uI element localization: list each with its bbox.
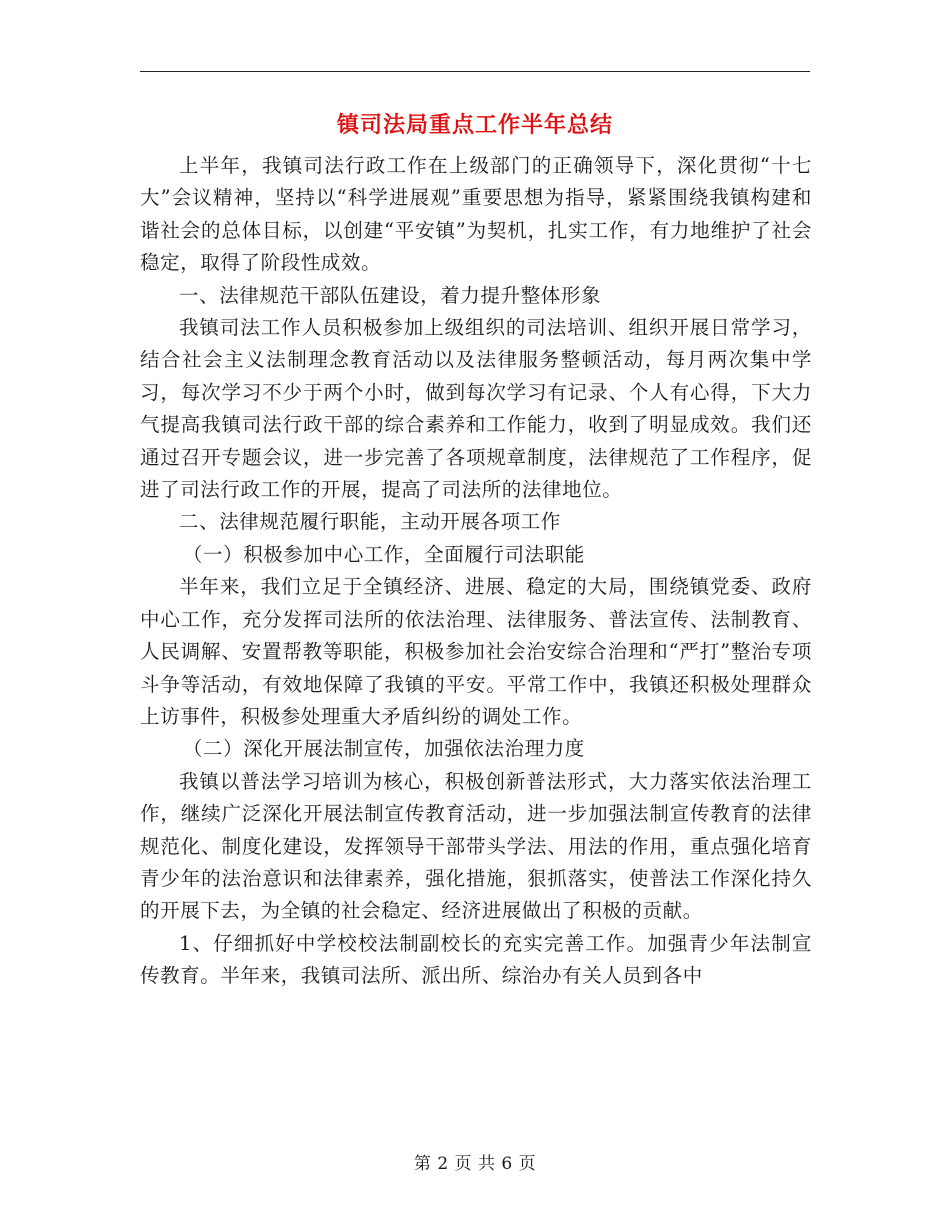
body-paragraph: 1、仔细抓好中学校校法制副校长的充实完善工作。加强青少年法制宣传教育。半年来，我镇司法所、派出所、综治办有关人员到各中 <box>140 931 812 988</box>
document-body <box>140 150 812 993</box>
section-heading-1: 一、法律规范干部队伍建设，着力提升整体形象 <box>179 283 602 307</box>
intro-paragraph: 上半年，我镇司法行政工作在上级部门的正确领导下，深化贯彻“十七大”会议精神，坚持以“科学进展观”重要思想为指导，紧紧围绕我镇构建和谐社会的总体目标，以创建“平安镇”为契机，扎实工作，有力地维护了社会稳定，取得了阶段性成效。 <box>140 154 812 275</box>
section-heading-2: 二、法律规范履行职能，主动开展各项工作 <box>179 510 561 534</box>
document-title: 镇司法局重点工作半年总结 <box>336 112 613 138</box>
header-rule <box>140 71 810 72</box>
body-paragraph: 半年来，我们立足于全镇经济、进展、稳定的大局，围绕镇党委、政府中心工作，充分发挥司法所的依法治理、法律服务、普法宣传、法制教育、人民调解、安置帮教等职能，积极参加社会治安综合治理和“严打”整治专项斗争等活动，有效地保障了我镇的平安。平常工作中，我镇还积极处理群众上访事件，积极参处理重大矛盾纠纷的调处工作。 <box>140 575 812 728</box>
body-paragraph: 我镇以普法学习培训为核心，积极创新普法形式，大力落实依法治理工作，继续广泛深化开展法制宣传教育活动，进一步加强法制宣传教育的法律规范化、制度化建设，发挥领导干部带头学法、用法的作用，重点强化培育青少年的法治意识和法律素养，强化措施，狠抓落实，使普法工作深化持久的开展下去，为全镇的社会稳定、经济进展做出了积极的贡献。 <box>140 769 812 923</box>
body-paragraph: 我镇司法工作人员积极参加上级组织的司法培训、组织开展日常学习，结合社会主义法制理念教育活动以及法律服务整顿活动，每月两次集中学习，每次学习不少于两个小时，做到每次学习有记录、个人有心得，下大力气提高我镇司法行政干部的综合素养和工作能力，收到了明显成效。我们还通过召开专题会议，进一步完善了各项规章制度，法律规范了工作程序，促进了司法行政工作的开展，提高了司法所的法律地位。 <box>140 316 812 502</box>
subsection-heading-2: （二）深化开展法制宣传，加强依法治理力度 <box>182 737 585 761</box>
page-footer: 第 2 页 共 6 页 <box>413 1154 537 1174</box>
subsection-heading-1: （一）积极参加中心工作，全面履行司法职能 <box>182 542 585 566</box>
